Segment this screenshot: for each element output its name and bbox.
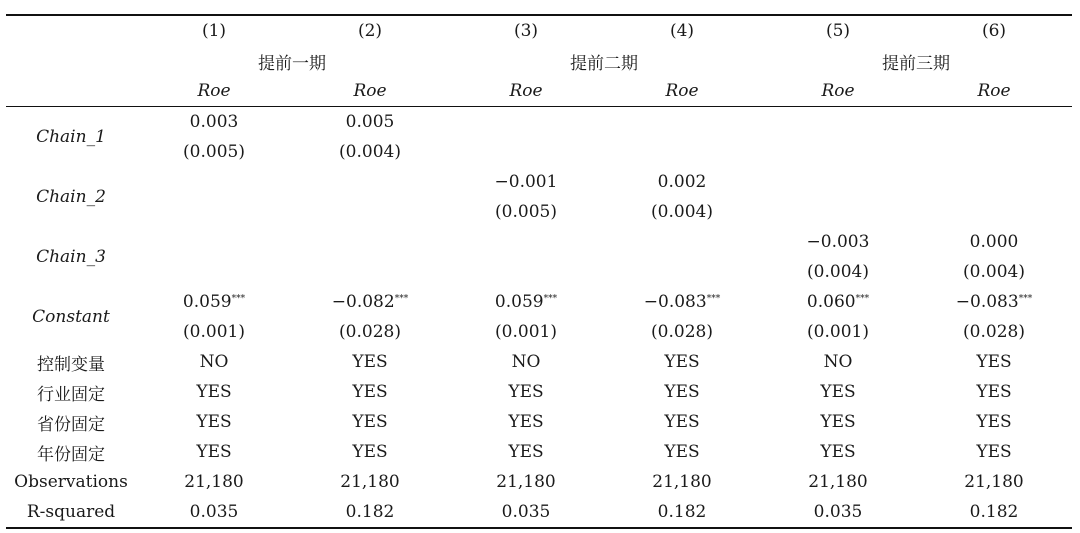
value-cell: YES — [820, 442, 856, 462]
column-number: (1) — [201, 21, 227, 41]
coef-cell — [292, 287, 448, 317]
value-cell: YES — [664, 442, 700, 462]
coef-cell — [760, 107, 916, 138]
coef-cell: 0.005 — [345, 112, 395, 132]
chain3-coef-row — [6, 227, 1072, 257]
se-cell: (0.001) — [807, 322, 869, 342]
coef-value: 0.060 — [806, 292, 856, 312]
value-cell: 0.182 — [657, 502, 707, 522]
control-row — [6, 407, 1072, 437]
column-number: (2) — [357, 21, 383, 41]
control-row — [6, 437, 1072, 467]
se-cell: (0.001) — [183, 322, 245, 342]
value-cell: NO — [199, 352, 229, 372]
header-groups-row — [6, 46, 1072, 76]
value-cell: YES — [664, 382, 700, 402]
se-cell — [448, 257, 604, 287]
coef-cell: −0.001 — [494, 172, 558, 192]
se-cell: (0.004) — [963, 262, 1025, 282]
coef-cell — [136, 287, 292, 317]
value-cell: YES — [352, 442, 388, 462]
value-cell: YES — [664, 412, 700, 432]
column-number: (6) — [981, 21, 1007, 41]
se-cell — [916, 197, 1072, 227]
value-cell: YES — [976, 412, 1012, 432]
se-cell — [916, 137, 1072, 167]
coef-cell: 0.002 — [657, 172, 707, 192]
header-numbers-row — [6, 15, 1072, 46]
value-cell: 21,180 — [184, 472, 244, 492]
se-cell: (0.028) — [339, 322, 401, 342]
row-label: 年份固定 — [37, 444, 105, 465]
se-cell: (0.005) — [183, 142, 245, 162]
dependent-variable: Roe — [197, 81, 231, 101]
coef-cell — [604, 287, 760, 317]
se-cell: (0.005) — [495, 202, 557, 222]
value-cell: YES — [508, 442, 544, 462]
value-cell: YES — [196, 382, 232, 402]
se-cell: (0.028) — [651, 322, 713, 342]
chain2-se-row — [6, 197, 1072, 227]
value-cell: YES — [508, 412, 544, 432]
header-empty-cell — [6, 76, 136, 107]
row-label: 省份固定 — [37, 414, 105, 435]
se-cell — [136, 257, 292, 287]
value-cell: YES — [352, 352, 388, 372]
coef-cell — [448, 107, 604, 138]
row-label: R-squared — [26, 502, 116, 522]
value-cell: YES — [352, 412, 388, 432]
header-depvar-row — [6, 76, 1072, 107]
coef-cell — [916, 107, 1072, 138]
se-cell: (0.004) — [807, 262, 869, 282]
value-cell: YES — [976, 442, 1012, 462]
column-number: (4) — [669, 21, 695, 41]
significance-stars: *** — [1018, 294, 1033, 304]
value-cell: 21,180 — [652, 472, 712, 492]
chain1-coef-row — [6, 107, 1072, 138]
stats-row-rsquared — [6, 497, 1072, 528]
coef-cell — [292, 227, 448, 257]
column-group-label: 提前一期 — [258, 53, 326, 74]
coef-cell — [604, 107, 760, 138]
significance-stars: *** — [706, 294, 721, 304]
value-cell: 0.035 — [189, 502, 239, 522]
coef-cell — [448, 227, 604, 257]
coef-value: −0.083 — [643, 292, 707, 312]
row-label: 控制变量 — [37, 354, 105, 375]
coef-value: 0.059 — [494, 292, 544, 312]
value-cell: YES — [508, 382, 544, 402]
column-number: (3) — [513, 21, 539, 41]
column-group-label: 提前三期 — [882, 53, 950, 74]
coef-cell — [916, 287, 1072, 317]
column-number: (5) — [825, 21, 851, 41]
coef-cell — [292, 167, 448, 197]
row-label-chain2: Chain_2 — [36, 187, 106, 207]
dependent-variable: Roe — [977, 81, 1011, 101]
se-cell — [292, 257, 448, 287]
se-cell — [292, 197, 448, 227]
dependent-variable: Roe — [353, 81, 387, 101]
coef-value: −0.083 — [955, 292, 1019, 312]
stats-row-observations — [6, 467, 1072, 497]
row-label-chain3: Chain_3 — [36, 247, 106, 267]
se-cell: (0.028) — [963, 322, 1025, 342]
control-row — [6, 377, 1072, 407]
regression-table-container — [6, 14, 1072, 529]
chain1-se-row — [6, 137, 1072, 167]
se-cell — [760, 197, 916, 227]
value-cell: YES — [976, 352, 1012, 372]
value-cell: 0.035 — [813, 502, 863, 522]
row-label: 行业固定 — [37, 384, 105, 405]
se-cell — [604, 137, 760, 167]
coef-cell — [916, 167, 1072, 197]
constant-coef-row — [6, 287, 1072, 317]
se-cell — [760, 137, 916, 167]
header-corner-cell — [6, 15, 136, 46]
regression-table — [6, 14, 1072, 529]
se-cell — [136, 197, 292, 227]
row-label-constant: Constant — [32, 307, 110, 327]
dependent-variable: Roe — [509, 81, 543, 101]
se-cell: (0.004) — [651, 202, 713, 222]
row-label-chain1: Chain_1 — [36, 127, 106, 147]
coef-value: 0.059 — [182, 292, 232, 312]
significance-stars: *** — [543, 294, 558, 304]
value-cell: NO — [823, 352, 853, 372]
se-cell — [604, 257, 760, 287]
row-label: Observations — [14, 472, 128, 492]
value-cell: 21,180 — [964, 472, 1024, 492]
header-empty-cell — [6, 46, 136, 76]
chain3-se-row — [6, 257, 1072, 287]
value-cell: YES — [976, 382, 1012, 402]
coef-value: −0.082 — [331, 292, 395, 312]
value-cell: 21,180 — [496, 472, 556, 492]
value-cell: 0.035 — [501, 502, 551, 522]
value-cell: 21,180 — [340, 472, 400, 492]
value-cell: 0.182 — [345, 502, 395, 522]
significance-stars: *** — [855, 294, 870, 304]
value-cell: YES — [664, 352, 700, 372]
dependent-variable: Roe — [665, 81, 699, 101]
se-cell — [448, 137, 604, 167]
dependent-variable: Roe — [821, 81, 855, 101]
value-cell: YES — [820, 382, 856, 402]
significance-stars: *** — [394, 294, 409, 304]
control-row — [6, 347, 1072, 377]
se-cell: (0.004) — [339, 142, 401, 162]
constant-se-row — [6, 317, 1072, 347]
coef-cell — [604, 227, 760, 257]
coef-cell: −0.003 — [806, 232, 870, 252]
chain2-coef-row — [6, 167, 1072, 197]
coef-cell — [760, 167, 916, 197]
value-cell: YES — [196, 442, 232, 462]
coef-cell — [136, 167, 292, 197]
coef-cell: 0.003 — [189, 112, 239, 132]
value-cell: YES — [820, 412, 856, 432]
significance-stars: *** — [231, 294, 246, 304]
se-cell: (0.001) — [495, 322, 557, 342]
coef-cell: 0.000 — [969, 232, 1019, 252]
coef-cell — [136, 227, 292, 257]
value-cell: NO — [511, 352, 541, 372]
coef-cell — [448, 287, 604, 317]
coef-cell — [760, 287, 916, 317]
column-group-label: 提前二期 — [570, 53, 638, 74]
value-cell: YES — [196, 412, 232, 432]
value-cell: YES — [352, 382, 388, 402]
value-cell: 21,180 — [808, 472, 868, 492]
value-cell: 0.182 — [969, 502, 1019, 522]
